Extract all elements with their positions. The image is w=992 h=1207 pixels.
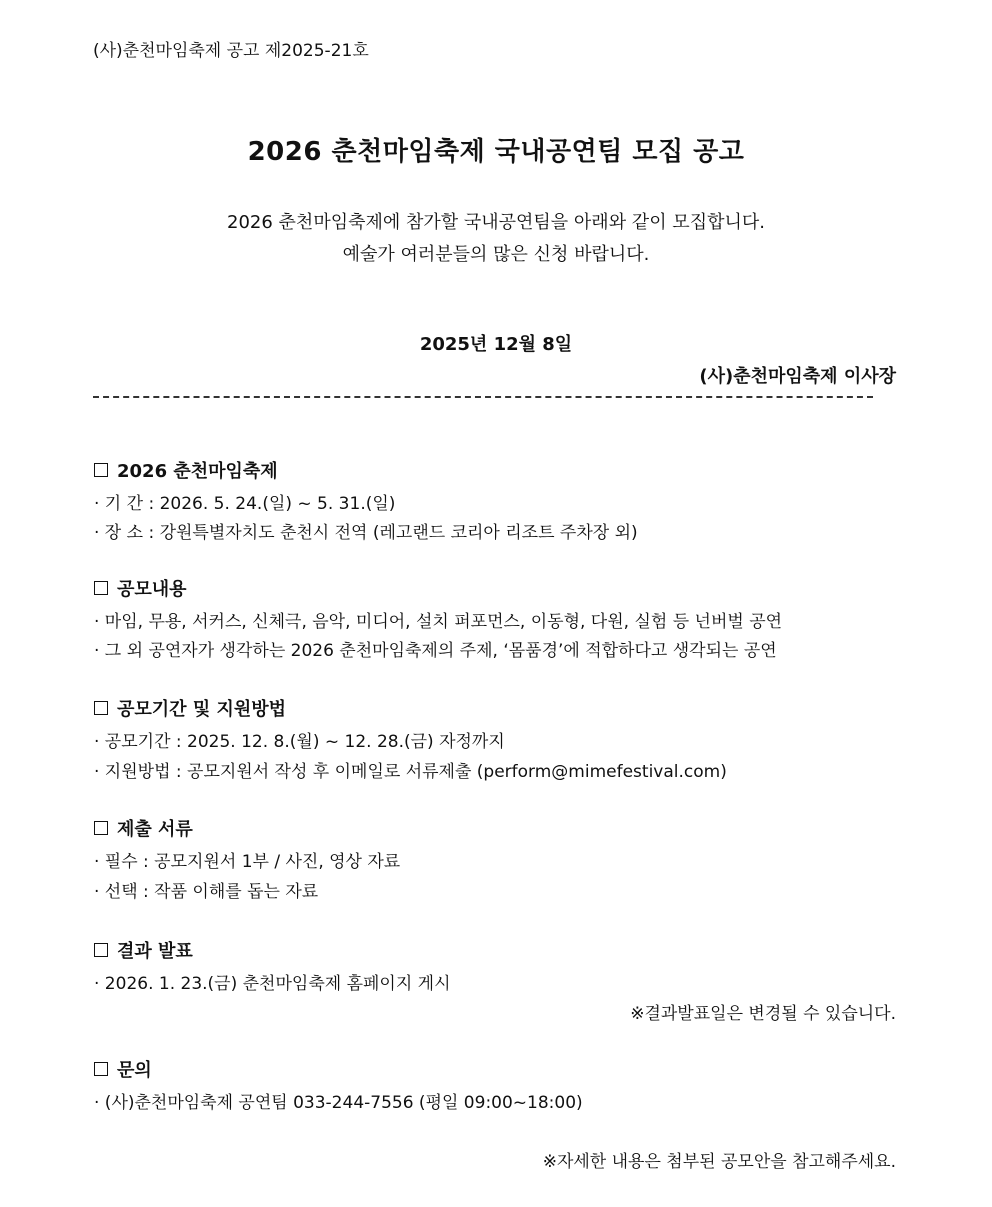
section-title-documents — [94, 815, 193, 841]
list-item: · 장 소 : 강원특별자치도 춘천시 전역 (레고랜드 코리아 리조트 주차장 외) — [94, 523, 638, 543]
results-note: ※결과발표일은 변경될 수 있습니다. — [630, 1004, 896, 1024]
section-title-festival — [94, 457, 278, 483]
section-title-text: 2026 춘천마임축제 — [117, 461, 278, 482]
section-title-text: 공모내용 — [117, 579, 187, 600]
list-item: · 선택 : 작품 이해를 돕는 자료 — [94, 882, 319, 902]
intro-line-1: 2026 춘천마임축제에 참가할 국내공연팀을 아래와 같이 모집합니다. — [227, 212, 765, 233]
section-title-content — [94, 575, 187, 601]
checkbox-square-icon — [94, 701, 108, 715]
notice-number: (사)춘천마임축제 공고 제2025-21호 — [93, 41, 369, 61]
section-title-results — [94, 937, 193, 963]
section-title-inquiries — [94, 1056, 152, 1082]
section-title-text: 결과 발표 — [117, 941, 193, 962]
dashed-divider — [93, 396, 873, 398]
section-title-text: 제출 서류 — [117, 819, 193, 840]
section-title-text: 문의 — [117, 1060, 152, 1081]
section-title-period — [94, 695, 286, 721]
list-item: · 그 외 공연자가 생각하는 2026 춘천마임축제의 주제, ‘몸품경’에 적합하다고 생각되는 공연 — [94, 641, 777, 661]
list-item: · 기 간 : 2026. 5. 24.(일) ~ 5. 31.(일) — [94, 494, 396, 514]
list-item: · 마임, 무용, 서커스, 신체극, 음악, 미디어, 설치 퍼포먼스, 이동형, 다원, 실험 등 넌버벌 공연 — [94, 612, 783, 632]
list-item: · 필수 : 공모지원서 1부 / 사진, 영상 자료 — [94, 852, 401, 872]
checkbox-square-icon — [94, 943, 108, 957]
list-item: · 지원방법 : 공모지원서 작성 후 이메일로 서류제출 (perform@mimefestival.com) — [94, 762, 727, 782]
list-item: · 2026. 1. 23.(금) 춘천마임축제 홈페이지 게시 — [94, 974, 451, 994]
checkbox-square-icon — [94, 1062, 108, 1076]
intro-line-2: 예술가 여러분들의 많은 신청 바랍니다. — [342, 244, 650, 265]
checkbox-square-icon — [94, 581, 108, 595]
issuer: (사)춘천마임축제 이사장 — [699, 366, 896, 387]
list-item: · 공모기간 : 2025. 12. 8.(월) ~ 12. 28.(금) 자정까지 — [94, 732, 505, 752]
section-title-text: 공모기간 및 지원방법 — [117, 699, 287, 720]
list-item: · (사)춘천마임축제 공연팀 033-244-7556 (평일 09:00~18:00) — [94, 1093, 583, 1113]
announcement-date: 2025년 12월 8일 — [419, 334, 573, 355]
checkbox-square-icon — [94, 463, 108, 477]
checkbox-square-icon — [94, 821, 108, 835]
footer-note: ※자세한 내용은 첨부된 공모안을 참고해주세요. — [542, 1152, 896, 1172]
page-title: 2026 춘천마임축제 국내공연팀 모집 공고 — [247, 137, 745, 167]
